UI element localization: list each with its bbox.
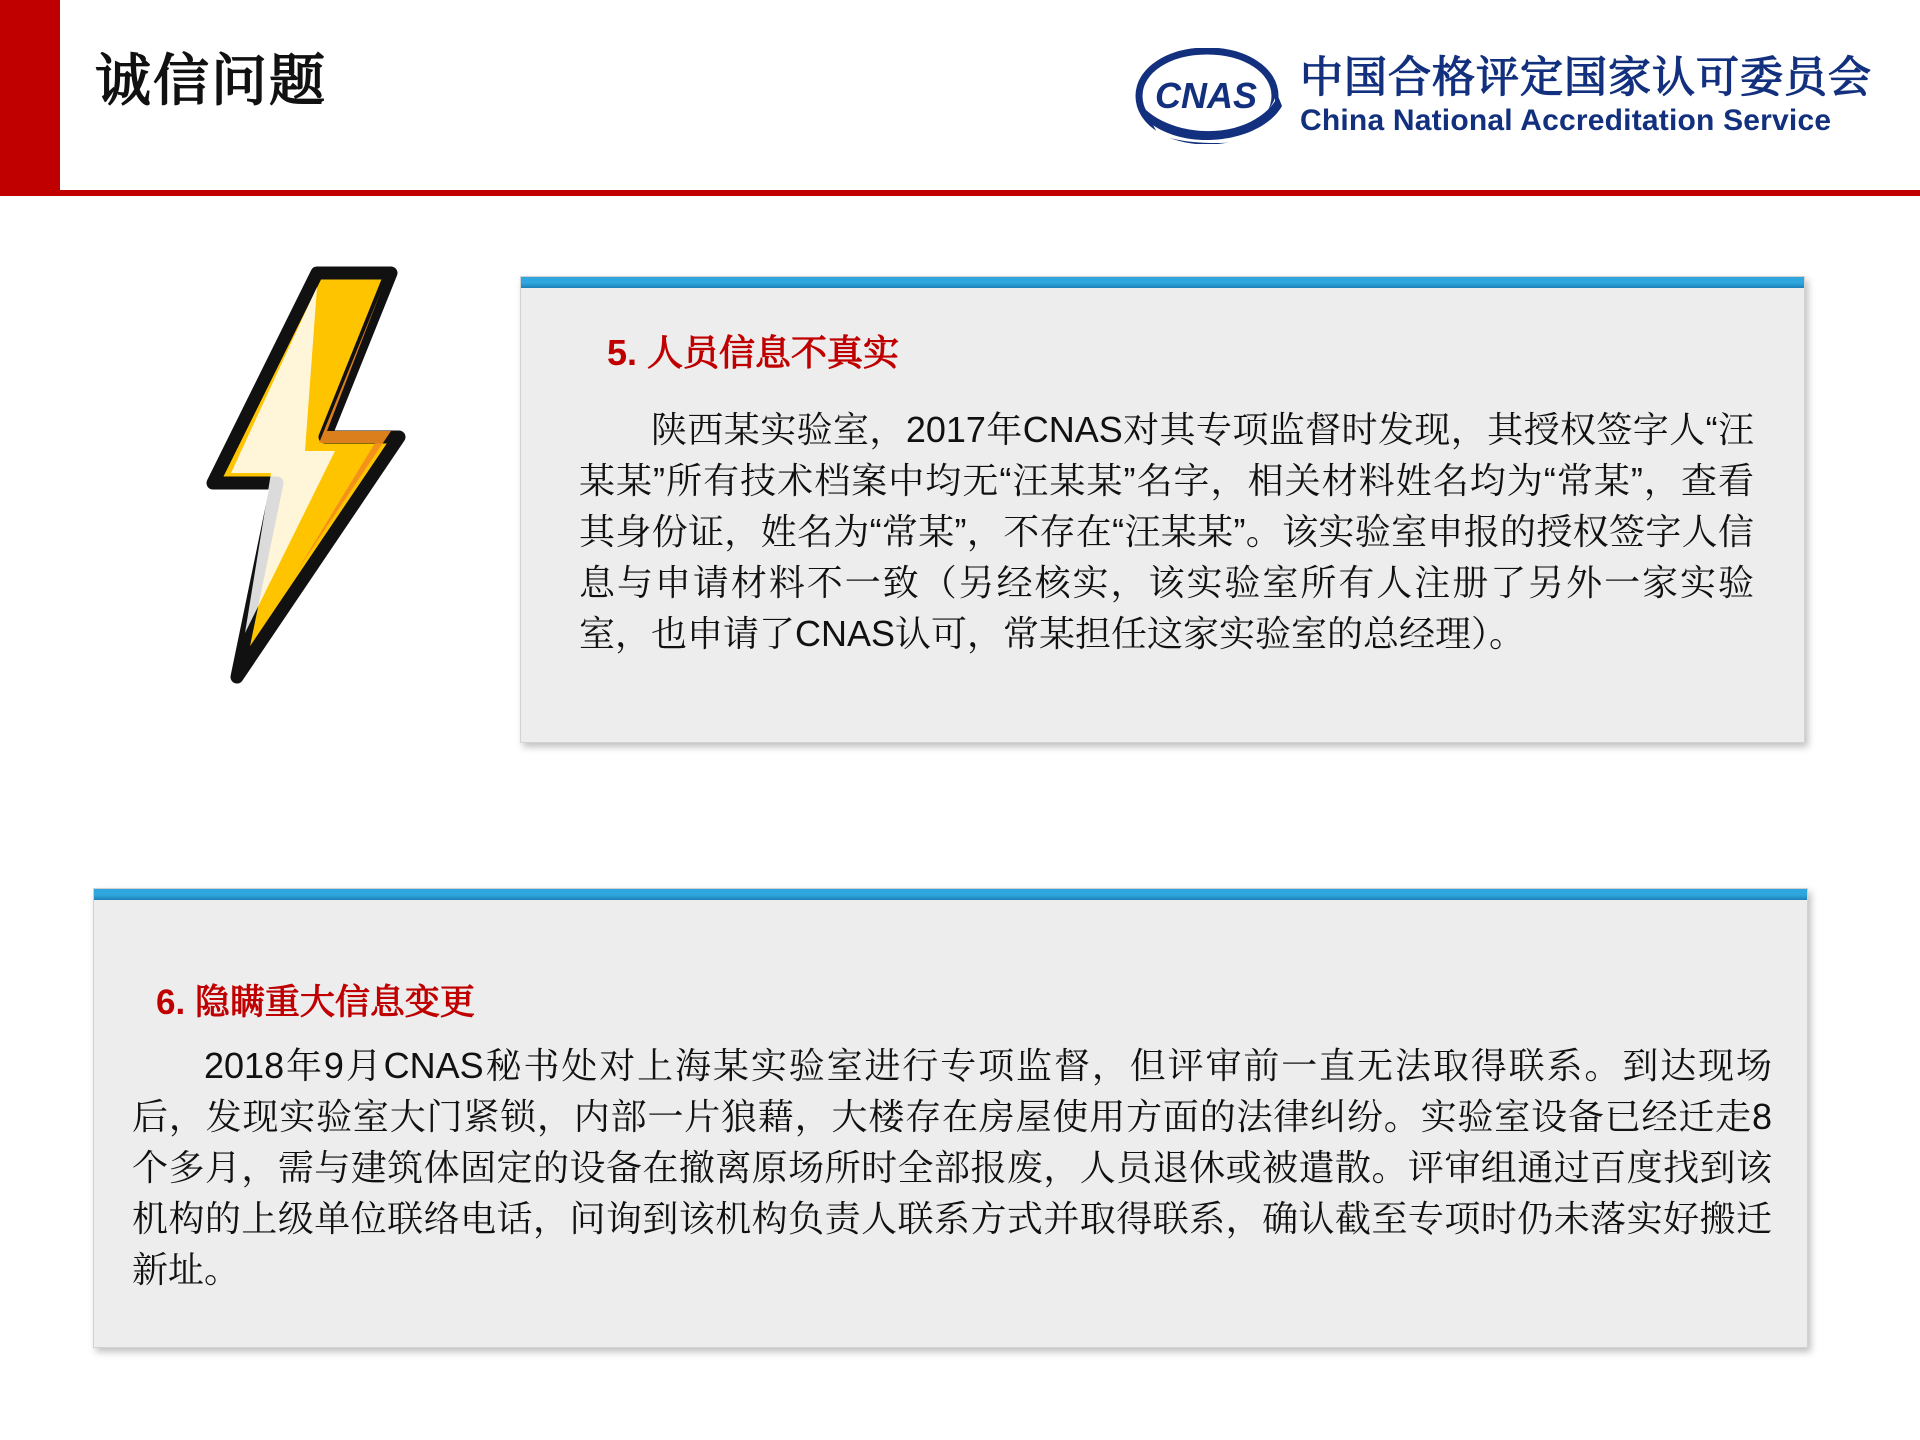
lightning-bolt-icon bbox=[185, 265, 425, 685]
card-5-heading: 5. 人员信息不真实 bbox=[607, 332, 900, 373]
cnas-logo-text bbox=[1300, 55, 1872, 138]
card-6-body: 2018年9月CNAS秘书处对上海某实验室进行专项监督，但评审前一直无法取得联系。到达现场后，发现实验室大门紧锁，内部一片狼藉，大楼存在房屋使用方面的法律纠纷。实验室设备已经迁走8个多月，需与建筑体固定的设备在撤离原场所时全部报废，人员退休或被遣散。评审组通过百度找到该机构的上级单位联络电话，问询到该机构负责人联系方式并取得联系，确认截至专项时仍未落实好搬迁新址。 bbox=[132, 1045, 1772, 1291]
slide-header bbox=[0, 0, 1920, 196]
svg-text:CNAS: CNAS bbox=[1154, 75, 1258, 116]
card-5-body: 陕西某实验室，2017年CNAS对其专项监督时发现，其授权签字人“汪某某”所有技术档案中均无“汪某某”名字，相关材料姓名均为“常某”，查看其身份证，姓名为“常某”，不存在“汪某某”。该实验室申报的授权签字人信息与申请材料不一致（另经核实，该实验室所有人注册了另外一家实验室，也申请了CNAS认可，常某担任这家实验室的总经理）。 bbox=[579, 409, 1754, 655]
content-card-5 bbox=[520, 276, 1805, 743]
cnas-name-en: China National Accreditation Service bbox=[1300, 104, 1832, 138]
header-red-bar bbox=[0, 0, 60, 190]
cnas-logo bbox=[1132, 48, 1872, 144]
card-6-heading: 6. 隐瞒重大信息变更 bbox=[156, 983, 475, 1022]
card-accent-bar bbox=[94, 889, 1807, 900]
page-title: 诚信问题 bbox=[95, 49, 327, 112]
card-accent-bar bbox=[521, 277, 1804, 288]
content-card-6 bbox=[93, 888, 1808, 1348]
cnas-name-cn: 中国合格评定国家认可委员会 bbox=[1300, 53, 1872, 102]
header-divider-rule bbox=[0, 190, 1920, 196]
cnas-logo-icon bbox=[1132, 48, 1282, 144]
